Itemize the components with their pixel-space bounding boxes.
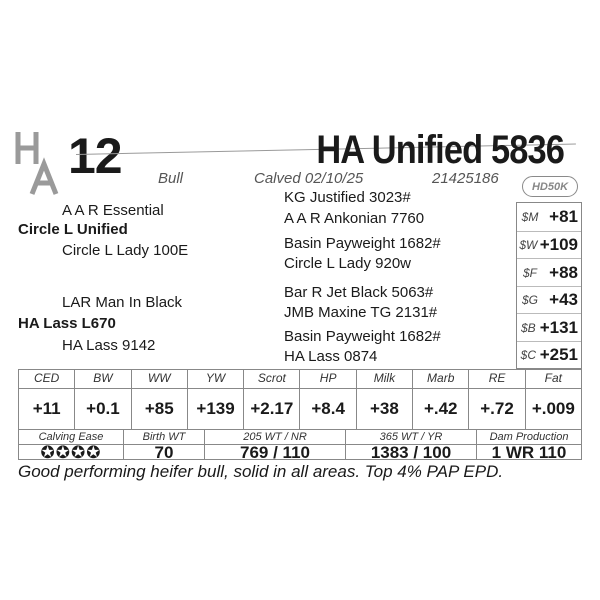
epd-header: WW: [131, 370, 187, 388]
lot-comment: Good performing heifer bull, solid in all areas. Top 4% PAP EPD.: [18, 462, 504, 481]
pedigree-line: Basin Payweight 1682#: [284, 235, 441, 252]
ha-logo: [14, 128, 76, 198]
index-value: +251: [539, 345, 578, 365]
index-row: [517, 341, 581, 370]
animal-name: HA Unified 5836: [316, 128, 564, 172]
epd-value: +.72: [468, 389, 524, 429]
index-value: +131: [539, 317, 578, 337]
epd-header-row: [19, 370, 581, 389]
calved-date: Calved 02/10/25: [254, 170, 364, 187]
dam: HA Lass L670: [18, 315, 116, 332]
dam-sire: LAR Man In Black: [62, 294, 183, 311]
registration-number: 21425186: [432, 170, 499, 187]
sire-dam: Circle L Lady 100E: [62, 242, 189, 259]
sire: Circle L Unified: [18, 221, 128, 238]
index-label: $B: [521, 320, 536, 335]
animal-sex: Bull: [158, 170, 184, 187]
index-label: $F: [522, 265, 537, 280]
pedigree-line: Circle L Lady 920w: [284, 255, 412, 272]
performance-value-row: [19, 445, 581, 460]
epd-header: CED: [33, 371, 60, 385]
epd-header: RE: [468, 370, 524, 388]
epd-value: +.009: [525, 389, 581, 429]
epd-header: YW: [187, 370, 243, 388]
lot-number: 12: [68, 128, 122, 184]
index-label: $G: [521, 293, 538, 308]
epd-value: +11: [32, 399, 61, 418]
pedigree-line: Basin Payweight 1682#: [284, 328, 441, 345]
pedigree-line: HA Lass 0874: [284, 348, 378, 365]
index-row: [517, 286, 581, 315]
epd-header: Scrot: [243, 370, 299, 388]
epd-header: HP: [299, 370, 355, 388]
index-row: [517, 258, 581, 287]
epd-value-row: [19, 389, 581, 429]
epd-value: +85: [131, 389, 187, 429]
sire-sire: A A R Essential: [62, 202, 164, 219]
logo-text: HA: [14, 128, 16, 129]
epd-table: [18, 369, 582, 430]
index-label: $M: [521, 209, 539, 224]
pedigree-line: JMB Maxine TG 2131#: [284, 304, 438, 321]
weaning-weight: 769 / 110: [204, 445, 345, 460]
pedigree-line: Bar R Jet Black 5063#: [284, 284, 434, 301]
pedigree-line: KG Justified 3023#: [284, 189, 411, 206]
perf-header: 365 WT / YR: [345, 430, 476, 444]
index-row: [517, 313, 581, 342]
perf-header: Birth WT: [123, 430, 204, 444]
performance-table: [18, 430, 582, 460]
yearling-weight: 1383 / 100: [345, 445, 476, 460]
perf-header: Calving Ease: [38, 431, 104, 443]
index-value: +109: [539, 235, 578, 255]
perf-header: 205 WT / NR: [204, 430, 345, 444]
dollar-index-box: [516, 202, 582, 369]
epd-value: +.42: [412, 389, 468, 429]
dam-production: 1 WR 110: [476, 445, 581, 460]
index-row: [517, 231, 581, 260]
epd-value: +2.17: [243, 389, 299, 429]
index-value: +88: [549, 262, 578, 282]
pedigree-line: A A R Ankonian 7760: [284, 210, 425, 227]
epd-header: Marb: [412, 370, 468, 388]
calving-ease-stars: ✪✪✪✪: [40, 443, 102, 462]
hd50k-badge: HD50K: [522, 176, 578, 197]
epd-header: Fat: [525, 370, 581, 388]
birth-weight: 70: [123, 445, 204, 460]
epd-header: Milk: [356, 370, 412, 388]
index-value: +81: [549, 206, 578, 226]
epd-value: +139: [187, 389, 243, 429]
dam-dam: HA Lass 9142: [62, 337, 156, 354]
index-label: $W: [519, 238, 538, 253]
index-value: +43: [549, 290, 578, 310]
epd-value: +38: [356, 389, 412, 429]
epd-value: +8.4: [299, 389, 355, 429]
epd-header: BW: [74, 370, 130, 388]
index-row: [517, 203, 581, 231]
perf-header: Dam Production: [476, 430, 581, 444]
index-label: $C: [520, 348, 537, 363]
epd-value: +0.1: [74, 389, 130, 429]
